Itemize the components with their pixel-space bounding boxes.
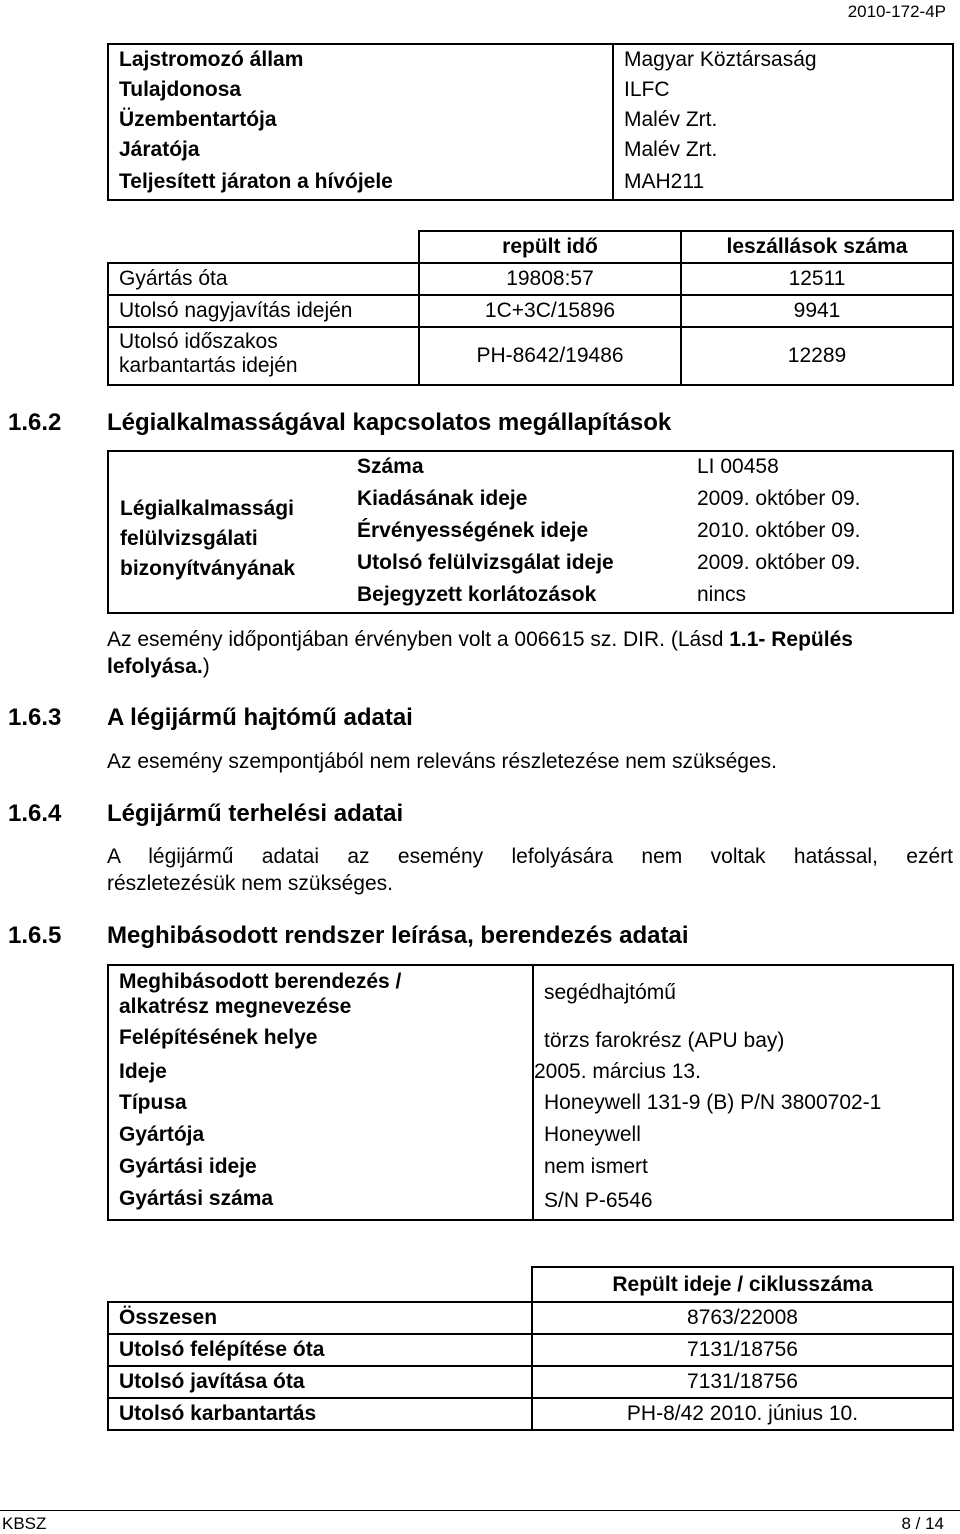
section-title: Meghibásodott rendszer leírása, berendezés adatai — [107, 922, 689, 949]
cycles-label: Utolsó felépítése óta — [108, 1334, 532, 1366]
equipment-label: Ideje — [108, 1056, 533, 1087]
cycles-value: 8763/22008 — [532, 1302, 953, 1334]
flight-row-landings: 9941 — [681, 295, 953, 327]
section-text: Az esemény szempontjából nem releváns részletezése nem szükséges. — [107, 750, 777, 773]
section-number: 1.6.4 — [8, 800, 62, 827]
document-id: 2010-172-4P — [847, 2, 946, 21]
flight-row-time: PH-8642/19486 — [419, 327, 681, 385]
flight-hours-table — [107, 230, 954, 386]
equipment-label: Gyártási ideje — [108, 1151, 533, 1183]
cycles-value: PH-8/42 2010. június 10. — [532, 1398, 953, 1430]
cert-label: Bejegyzett korlátozások — [357, 583, 597, 606]
equipment-label: Típusa — [108, 1087, 533, 1119]
flight-row-landings: 12289 — [681, 327, 953, 385]
cert-label: Érvényességének ideje — [357, 519, 589, 542]
cycles-label: Utolsó karbantartás — [108, 1398, 532, 1430]
registry-value: Magyar Köztársaság — [613, 44, 953, 75]
registry-label: Lajstromozó állam — [108, 44, 613, 75]
cycles-label: Utolsó javítása óta — [108, 1366, 532, 1398]
section-number: 1.6.5 — [8, 922, 62, 949]
equipment-label — [108, 965, 533, 1020]
cert-label: Utolsó felülvizsgálat ideje — [357, 551, 614, 574]
cycles-header: Repült ideje / ciklusszáma — [532, 1267, 953, 1302]
equipment-value: Honeywell 131-9 (B) P/N 3800702-1 — [533, 1087, 953, 1119]
equipment-value: törzs farokrész (APU bay) — [533, 1020, 953, 1056]
equipment-value: Honeywell — [533, 1119, 953, 1151]
flight-row-label: Utolsó nagyjavítás idején — [108, 295, 419, 327]
equipment-label: Gyártási száma — [108, 1183, 533, 1220]
cert-label: Kiadásának ideje — [357, 487, 528, 510]
cycles-table — [107, 1266, 954, 1431]
footer-org: KBSZ — [2, 1514, 47, 1533]
flight-row-label — [108, 327, 419, 385]
cert-value: 2009. október 09. — [697, 551, 861, 574]
cert-value: nincs — [697, 583, 747, 606]
equipment-value: 2005. március 13. — [533, 1056, 953, 1087]
registry-value: Malév Zrt. — [613, 105, 953, 135]
equipment-table — [107, 964, 954, 1221]
cycles-label: Összesen — [108, 1302, 532, 1334]
equipment-value: segédhajtómű — [533, 965, 953, 1020]
certificate-label-line: Légialkalmassági — [120, 497, 294, 520]
note-reference: 1.1- Repülés — [729, 628, 853, 651]
registry-value: ILFC — [613, 75, 953, 105]
registry-label: Járatója — [108, 135, 613, 165]
certificate-label — [120, 494, 295, 584]
registry-label: Üzembentartója — [108, 105, 613, 135]
note-text: ) — [202, 655, 210, 678]
equipment-value: nem ismert — [533, 1151, 953, 1183]
note-text: Az esemény időpontjában érvényben volt a 006615 sz. DIR. (Lásd — [107, 628, 730, 651]
page-number: 8 / 14 — [901, 1514, 944, 1533]
equipment-label: Gyártója — [108, 1119, 533, 1151]
section-text: A légijármű adatai az esemény lefolyására nem voltak hatással, ezért — [107, 845, 953, 868]
registry-table — [107, 43, 954, 201]
cert-value: 2009. október 09. — [697, 487, 861, 510]
cert-value: LI 00458 — [697, 455, 779, 478]
certificate-details — [345, 452, 954, 612]
footer-divider — [0, 1510, 960, 1511]
equipment-label-line: Meghibásodott berendezés / — [119, 970, 402, 993]
section-title: A légijármű hajtómű adatai — [107, 704, 413, 731]
cycles-value: 7131/18756 — [532, 1334, 953, 1366]
certificate-label-line: bizonyítványának — [120, 557, 296, 580]
flight-row-label-line2: karbantartás idején — [119, 354, 298, 377]
registry-value: Malév Zrt. — [613, 135, 953, 165]
flight-row-time: 19808:57 — [419, 263, 681, 295]
section-title: Légialkalmasságával kapcsolatos megállapítások — [107, 409, 672, 436]
section-text: részletezésük nem szükséges. — [107, 872, 393, 895]
col-header-landings: leszállások száma — [681, 231, 953, 263]
col-header-flight-time: repült idő — [419, 231, 681, 263]
note-reference: lefolyása. — [107, 655, 203, 678]
flight-row-label: Gyártás óta — [108, 263, 419, 295]
directive-note — [107, 626, 957, 680]
flight-row-label-line1: Utolsó időszakos — [119, 330, 278, 353]
cycles-value: 7131/18756 — [532, 1366, 953, 1398]
cert-label: Száma — [357, 455, 424, 478]
registry-label: Teljesített járaton a hívójele — [108, 165, 613, 200]
equipment-value: S/N P-6546 — [533, 1183, 953, 1220]
registry-label: Tulajdonosa — [108, 75, 613, 105]
cert-value: 2010. október 09. — [697, 519, 861, 542]
flight-row-landings: 12511 — [681, 263, 953, 295]
section-number: 1.6.2 — [8, 409, 62, 436]
registry-value: MAH211 — [613, 165, 953, 200]
certificate-label-line: felülvizsgálati — [120, 527, 258, 550]
equipment-label-line: alkatrész megnevezése — [119, 995, 352, 1018]
section-number: 1.6.3 — [8, 704, 62, 731]
section-title: Légijármű terhelési adatai — [107, 800, 404, 827]
flight-row-time: 1C+3C/15896 — [419, 295, 681, 327]
equipment-label: Felépítésének helye — [108, 1020, 533, 1056]
